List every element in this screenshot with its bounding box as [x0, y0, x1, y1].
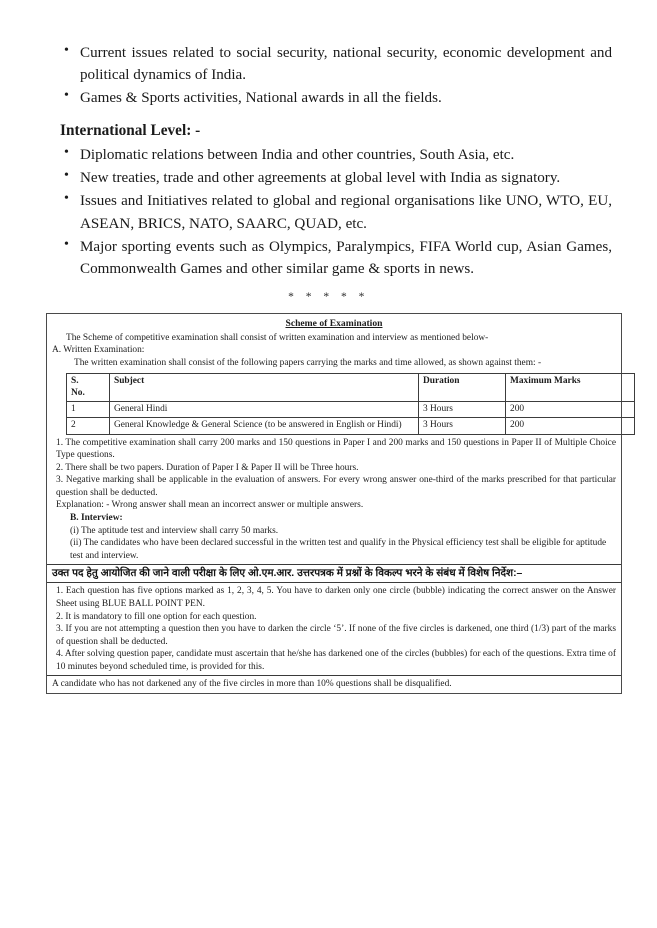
international-level-heading: International Level: -: [60, 121, 201, 139]
scheme-note-1: 1. The competitive examination shall carry 200 marks and 150 questions in Paper I and 200 marks and 150 questions in Paper II of Multiple Choice Type questions.: [56, 437, 616, 461]
interview-point-1: (i) The aptitude test and interview shall carry 50 marks.: [70, 525, 279, 536]
cell-duration: 3 Hours: [419, 418, 506, 434]
cell-subject: General Knowledge & General Science (to be answered in English or Hindi): [110, 418, 419, 434]
list-item: • New treaties, trade and other agreements at global level with India as signatory.: [60, 167, 612, 189]
cell-sno: 2: [67, 418, 110, 434]
cell-maximum-marks: 200: [506, 402, 635, 418]
cell-subject: General Hindi: [110, 402, 419, 418]
table-header-row: [67, 373, 635, 401]
cell-duration: 3 Hours: [419, 402, 506, 418]
column-header-sno-line2: No.: [71, 387, 85, 398]
omr-note-2: 2. It is mandatory to fill one option for each question.: [56, 611, 257, 622]
papers-table: [66, 373, 635, 435]
scheme-note-2: 2. There shall be two papers. Duration of Paper I & Paper II will be Three hours.: [56, 462, 359, 473]
section-b-label: B. Interview:: [70, 513, 123, 524]
table-row: [67, 402, 635, 418]
list-item: • Major sporting events such as Olympics, Paralympics, FIFA World cup, Asian Games, Commonwealth Games and other similar game & sports in news.: [60, 236, 612, 280]
interview-point-2: (ii) The candidates who have been declared successful in the written test and qualify in the Physical efficiency test shall be eligible for aptitude test and interview.: [70, 538, 607, 561]
scheme-intro-text: The Scheme of competitive examination shall consist of written examination and interview as mentioned below-: [66, 332, 489, 343]
omr-note-3: 3. If you are not attempting a question then you have to darken the circle ‘5’. If none of the five circles is darkened, one third (1/3) part of the marks of question shall be deducted.: [56, 624, 616, 647]
scheme-title: Scheme of Examination: [285, 318, 383, 329]
scheme-note-3: 3. Negative marking shall be applicable in the evaluation of answers. For every wrong answer one-third of the marks prescribed for that particular question shall be deducted.: [56, 475, 616, 498]
column-header-maximum-marks: Maximum Marks: [506, 373, 635, 401]
list-item: • Diplomatic relations between India and other countries, South Asia, etc.: [60, 144, 612, 166]
list-item: • Issues and Initiatives related to global and regional organisations like UNO, WTO, EU, ASEAN, BRICS, NATO, SAARC, QUAD, etc.: [60, 190, 612, 234]
scheme-explanation: Explanation: - Wrong answer shall mean an incorrect answer or multiple answers.: [56, 500, 364, 511]
section-a-label: A. Written Examination:: [52, 345, 145, 356]
list-item: • Current issues related to social security, national security, economic development and political dynamics of India.: [60, 42, 612, 86]
column-header-subject: Subject: [110, 373, 419, 401]
asterisk-separator: * * * * *: [288, 291, 369, 303]
cell-sno: 1: [67, 402, 110, 418]
column-header-sno: [67, 373, 110, 401]
list-item: • Games & Sports activities, National awards in all the fields.: [60, 87, 612, 109]
disqualification-note: A candidate who has not darkened any of the five circles in more than 10% questions shall be disqualified.: [47, 675, 621, 691]
section-a-intro-text: The written examination shall consist of the following papers carrying the marks and time allowed, as shown against them: -: [74, 358, 542, 369]
cell-maximum-marks: 200: [506, 418, 635, 434]
column-header-sno-line1: S.: [71, 375, 79, 386]
national-level-bullet-list: [60, 42, 612, 110]
international-level-bullet-list: [60, 144, 612, 280]
syllabus-top-section: [60, 42, 612, 281]
table-row: [67, 418, 635, 434]
omr-note-1: 1. Each question has five options marked as 1, 2, 3, 4, 5. You have to darken only one circle (bubble) indicating the correct answer on the Answer Sheet using BLUE BALL POINT PEN.: [56, 586, 616, 610]
hindi-omr-instruction-heading: उक्त पद हेतु आयोजित की जाने वाली परीक्षा के लिए ओ.एम.आर. उत्तरपत्रक में प्रश्नों के विकल्प भरने के संबंध में विशेष निर्देश:–: [47, 564, 621, 583]
scheme-of-examination-box: [46, 313, 622, 694]
omr-note-4: 4. After solving question paper, candidate must ascertain that he/she has darkened one of the circles (bubbles) for each of the questions. Extra time of 10 minutes beyond scheduled time, is provided for this.: [56, 649, 616, 672]
column-header-duration: Duration: [419, 373, 506, 401]
